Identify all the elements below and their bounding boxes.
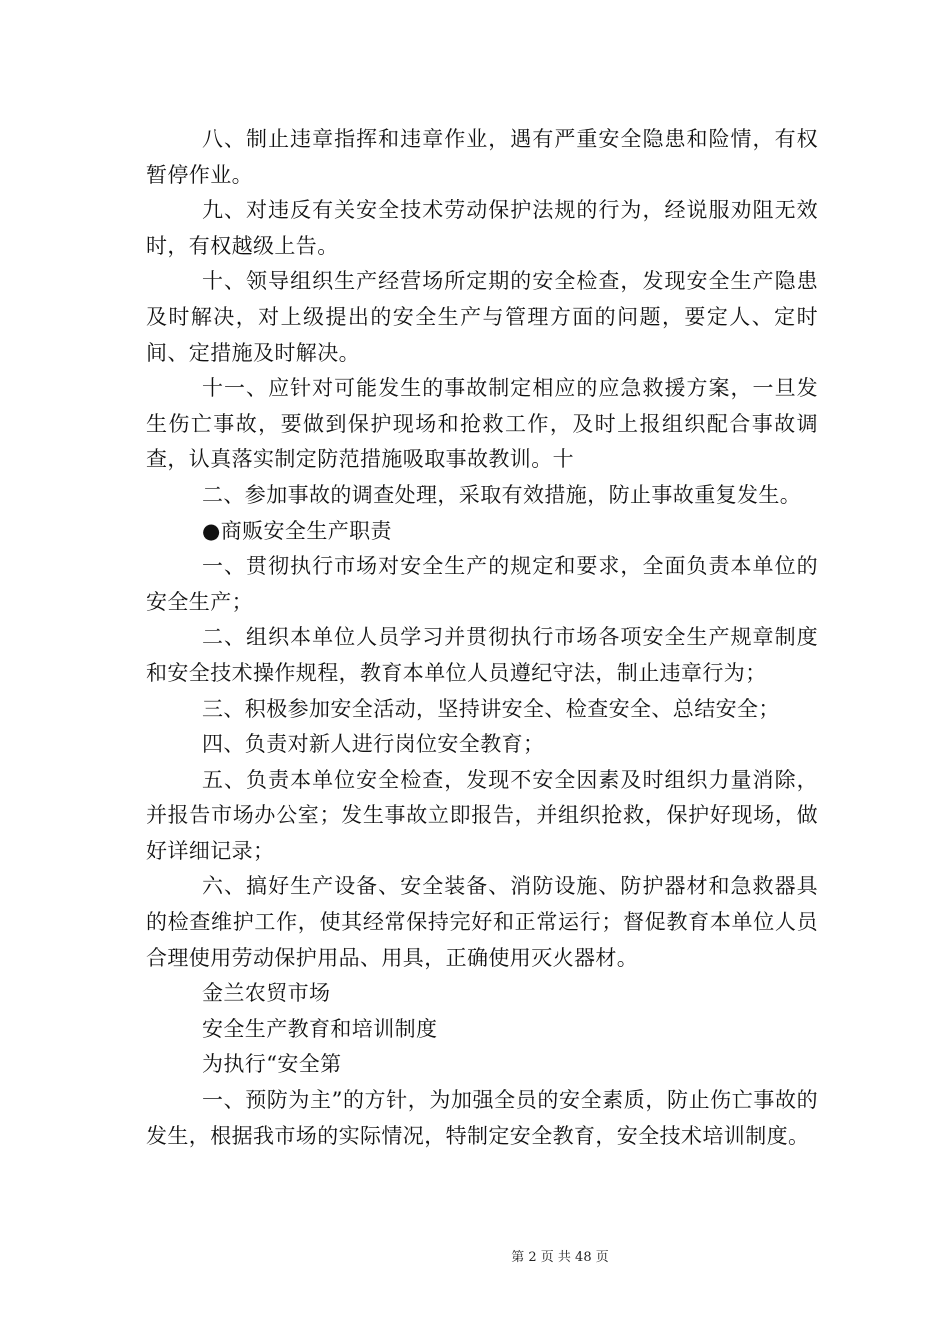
section-heading-vendor-duties: ●商贩安全生产职责 [202, 518, 392, 543]
market-name: 金兰农贸市场 [202, 981, 331, 1006]
document-body [146, 122, 818, 1154]
training-policy-title: 安全生产教育和培训制度 [202, 1016, 438, 1041]
vendor-duty-6: 六、搞好生产设备、安全装备、消防设施、防护器材和急救器具的检查维护工作，使其经常保持完好和正常运行；督促教育本单位人员合理使用劳动保护用品、用具，正确使用灭火器材。 [146, 874, 818, 970]
policy-paragraph-1: 一、预防为主”的方针，为加强全员的安全素质，防止伤亡事故的发生，根据我市场的实际情况，特制定安全教育，安全技术培训制度。 [146, 1088, 818, 1148]
vendor-duty-2: 二、组织本单位人员学习并贯彻执行市场各项安全生产规章制度和安全技术操作规程，教育本单位人员遵纪守法，制止违章行为； [146, 625, 818, 685]
page-number: 第 2 页 共 48 页 [511, 1250, 609, 1265]
paragraph-11: 十一、应针对可能发生的事故制定相应的应急救援方案，一旦发生伤亡事故，要做到保护现场和抢救工作，及时上报组织配合事故调查，认真落实制定防范措施吸取事故教训。十 [146, 376, 818, 472]
policy-intro: 为执行“安全第 [202, 1052, 342, 1077]
vendor-duty-5: 五、负责本单位安全检查，发现不安全因素及时组织力量消除，并报告市场办公室；发生事故立即报告，并组织抢救，保护好现场，做好详细记录； [146, 767, 818, 863]
paragraph-10: 十、领导组织生产经营场所定期的安全检查，发现安全生产隐患及时解决，对上级提出的安全生产与管理方面的问题，要定人、定时间、定措施及时解决。 [146, 269, 818, 365]
vendor-duty-4: 四、负责对新人进行岗位安全教育； [202, 732, 545, 757]
vendor-duty-1: 一、贯彻执行市场对安全生产的规定和要求，全面负责本单位的安全生产； [146, 554, 818, 614]
page-footer [0, 1249, 950, 1267]
paragraph-9: 九、对违反有关安全技术劳动保护法规的行为，经说服劝阻无效时，有权越级上告。 [146, 198, 818, 258]
vendor-duty-3: 三、积极参加安全活动，坚持讲安全、检查安全、总结安全； [202, 696, 780, 721]
paragraph-12: 二、参加事故的调查处理，采取有效措施，防止事故重复发生。 [202, 482, 802, 507]
paragraph-8: 八、制止违章指挥和违章作业，遇有严重安全隐患和险情，有权暂停作业。 [146, 127, 818, 187]
